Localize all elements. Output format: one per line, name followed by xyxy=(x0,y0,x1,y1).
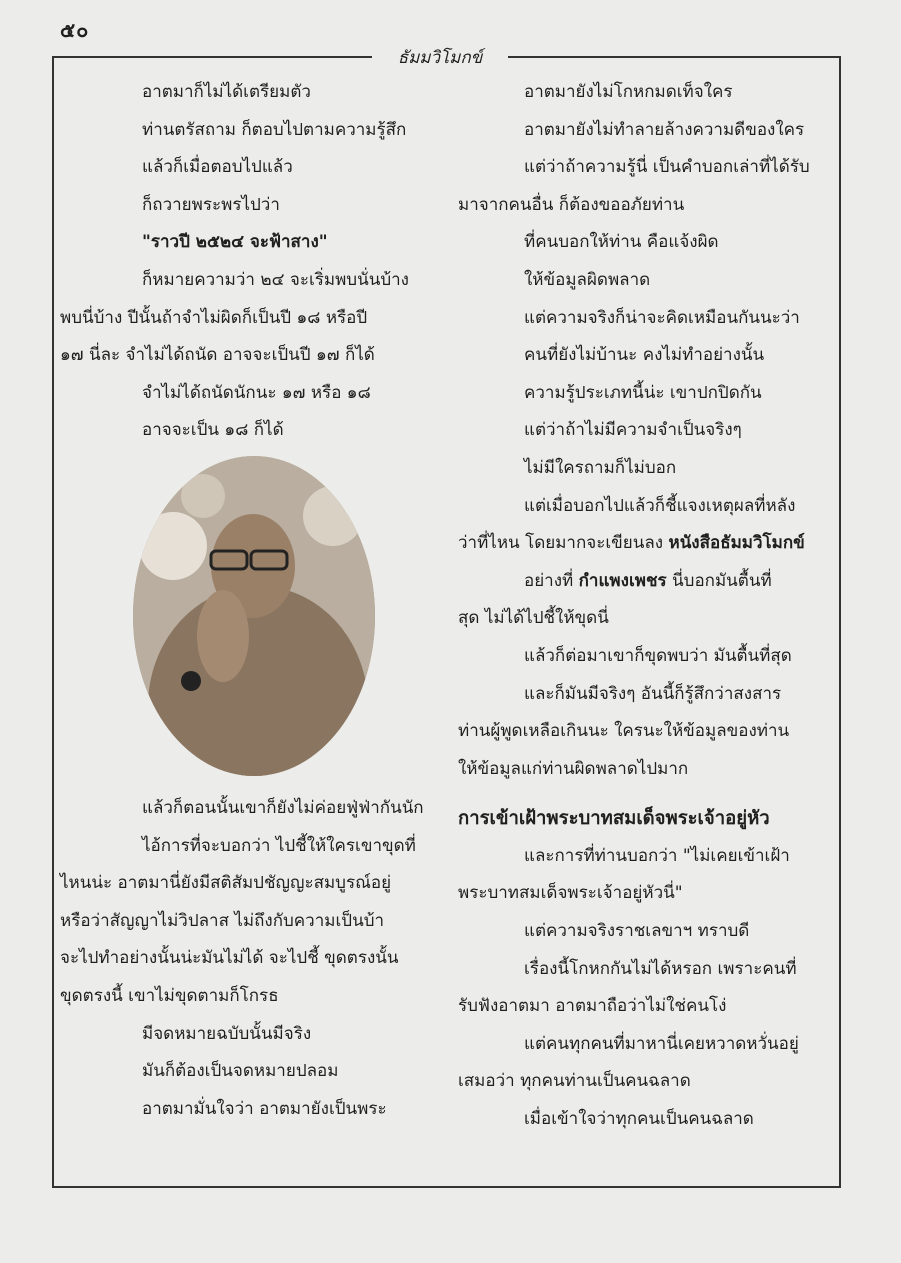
text-line xyxy=(458,563,830,601)
text-line xyxy=(458,525,830,563)
text-line: จำไม่ได้ถนัดนักนะ ๑๗ หรือ ๑๘ xyxy=(142,382,371,403)
text-line: ท่านผู้พูดเหลือเกินนะ ใครนะให้ข้อมูลของท่าน xyxy=(458,721,790,742)
text-line: เสมอว่า ทุกคนท่านเป็นคนฉลาด xyxy=(458,1071,691,1092)
text-line: มันก็ต้องเป็นจดหมายปลอม xyxy=(142,1061,339,1082)
text-line: เรื่องนี้โกหกกันไม่ได้หรอก เพราะคนที่ xyxy=(524,958,797,979)
text-line: ท่านตรัสถาม ก็ตอบไปตามความรู้สึก xyxy=(142,119,407,140)
text-line: อาจจะเป็น ๑๘ ก็ได้ xyxy=(142,420,284,441)
left-column xyxy=(60,74,430,1128)
text-line: ความรู้ประเภทนี้น่ะ เขาปกปิดกัน xyxy=(524,382,762,403)
running-title: ธัมมวิโมกข์ xyxy=(397,48,483,68)
text-line: แต่คนทุกคนที่มาหานี่เคยหวาดหวั่นอยู่ xyxy=(524,1033,799,1054)
text-line: ให้ข้อมูลผิดพลาด xyxy=(524,269,651,290)
text-line: อาตมายังไม่โกหกมดเท็จใคร xyxy=(524,82,733,102)
text-line: มาจากคนอื่น ก็ต้องขออภัยท่าน xyxy=(458,194,685,215)
book-title: หนังสือธัมมวิโมกข์ xyxy=(668,533,805,554)
text-line: อาตมาก็ไม่ได้เตรียมตัว xyxy=(142,82,311,102)
text-span: อย่างที่ xyxy=(524,570,579,591)
text-line: แล้วก็เมื่อตอบไปแล้ว xyxy=(142,157,293,178)
right-column xyxy=(458,74,830,1139)
page-number: ๕๐ xyxy=(60,18,90,42)
text-line: สุด ไม่ได้ไปชี้ให้ขุดนี่ xyxy=(458,608,609,629)
text-line: เมื่อเข้าใจว่าทุกคนเป็นคนฉลาด xyxy=(524,1109,754,1130)
text-line: จะไปทำอย่างนั้นน่ะมันไม่ได้ จะไปชี้ ขุดตรงนั้น xyxy=(60,948,399,969)
text-line: แล้วก็ตอนนั้นเขาก็ยังไม่ค่อยฟู่ฟ่ากันนัก xyxy=(142,797,424,818)
text-line: พบนี่บ้าง ปีนั้นถ้าจำไม่ผิดก็เป็นปี ๑๘ หรือปี xyxy=(60,307,368,328)
text-line: อาตมายังไม่ทำลายล้างความดีของใคร xyxy=(524,119,805,140)
quote-line: "ราวปี ๒๕๒๔ จะฟ้าสาง" xyxy=(142,232,328,253)
text-line: หรือว่าสัญญาไม่วิปลาส ไม่ถึงกับความเป็นบ้า xyxy=(60,910,385,931)
text-line: ที่คนบอกให้ท่าน คือแจ้งผิด xyxy=(524,232,719,253)
text-line: แล้วก็ต่อมาเขาก็ขุดพบว่า มันตื้นที่สุด xyxy=(524,645,792,666)
text-line: ไอ้การที่จะบอกว่า ไปชี้ให้ใครเขาขุดที่ xyxy=(142,835,416,856)
text-line: ให้ข้อมูลแก่ท่านผิดพลาดไปมาก xyxy=(458,758,689,779)
text-span: ว่าที่ไหน โดยมากจะเขียนลง xyxy=(458,533,669,554)
text-line: แต่ความจริงราชเลขาฯ ทราบดี xyxy=(524,921,750,942)
text-line: และก็มันมีจริงๆ อันนี้ก็รู้สึกว่าสงสาร xyxy=(524,683,782,704)
text-line: แต่ความจริงก็น่าจะคิดเหมือนกันนะว่า xyxy=(524,307,800,328)
photo-area xyxy=(60,450,430,790)
text-line: พระบาทสมเด็จพระเจ้าอยู่หัวนี่" xyxy=(458,883,683,904)
text-line: แต่ว่าถ้าความรู้นี่ เป็นคำบอกเล่าที่ได้รับ xyxy=(524,157,810,178)
text-line: ไม่มีใครถามก็ไม่บอก xyxy=(524,457,677,478)
text-line: และการที่ท่านบอกว่า "ไม่เคยเข้าเฝ้า xyxy=(524,845,790,866)
text-line: ไหนน่ะ อาตมานี่ยังมีสติสัมปชัญญะสมบูรณ์อยู่ xyxy=(60,873,392,894)
text-span: นี่บอกมันตื้นที่ xyxy=(666,570,772,591)
monk-portrait-photo xyxy=(133,456,375,776)
place-name: กำแพงเพชร xyxy=(578,570,667,591)
text-line: ก็ถวายพระพรไปว่า xyxy=(142,194,280,215)
text-line: รับฟังอาตมา อาตมาถือว่าไม่ใช่คนโง่ xyxy=(458,996,727,1017)
text-line: มีจดหมายฉบับนั้นมีจริง xyxy=(142,1023,312,1044)
text-line: คนที่ยังไม่บ้านะ คงไม่ทำอย่างนั้น xyxy=(524,345,765,366)
text-line: แต่ว่าถ้าไม่มีความจำเป็นจริงๆ xyxy=(524,420,742,441)
text-line: ขุดตรงนี้ เขาไม่ขุดตามก็โกรธ xyxy=(60,985,279,1006)
section-heading: การเข้าเฝ้าพระบาทสมเด็จพระเจ้าอยู่หัว xyxy=(458,808,770,830)
text-line: ก็หมายความว่า ๒๔ จะเริ่มพบนั่นบ้าง xyxy=(142,269,409,290)
text-line: ๑๗ นี่ละ จำไม่ได้ถนัด อาจจะเป็นปี ๑๗ ก็ได้ xyxy=(60,345,375,366)
text-line: อาตมามั่นใจว่า อาตมายังเป็นพระ xyxy=(142,1098,387,1119)
text-line: แต่เมื่อบอกไปแล้วก็ชี้แจงเหตุผลที่หลัง xyxy=(524,495,796,516)
